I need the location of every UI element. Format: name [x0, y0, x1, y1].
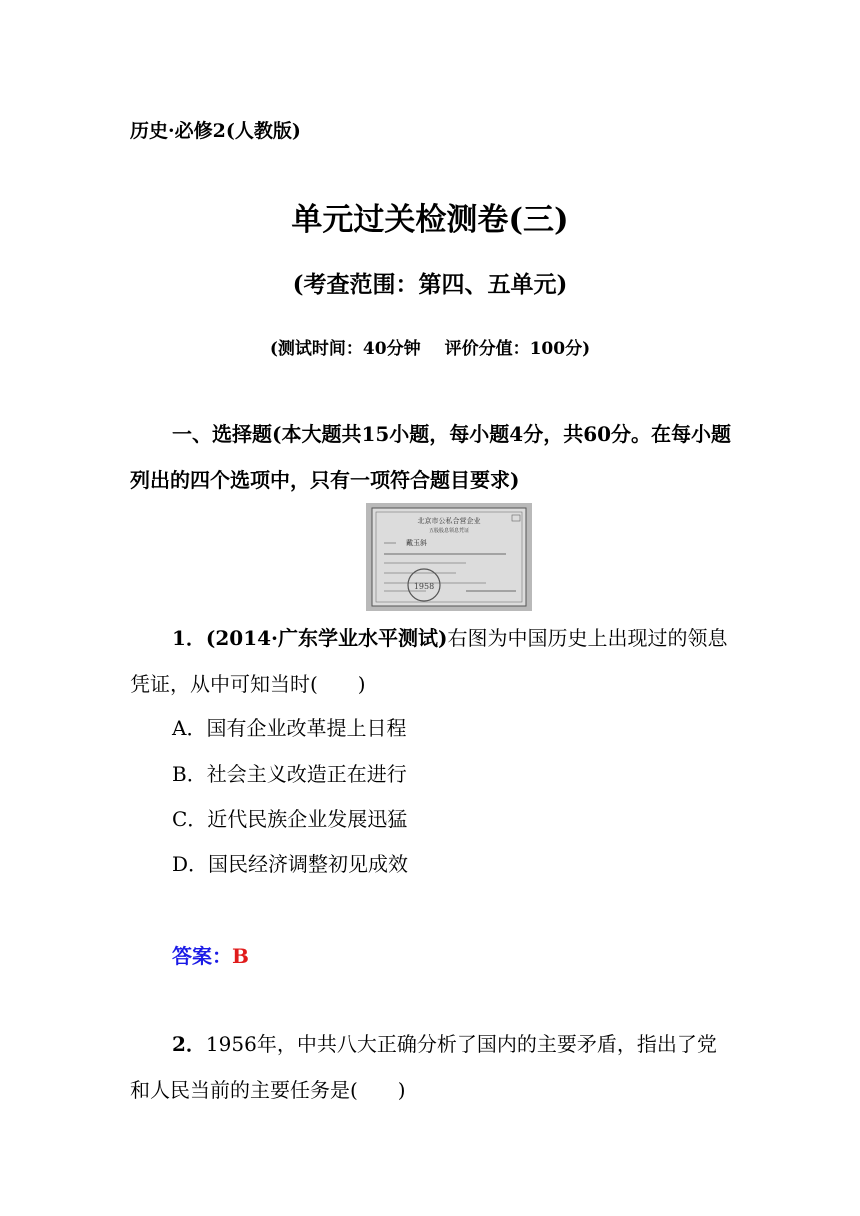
page-subtitle: (考查范围：第四、五单元) [292, 271, 568, 298]
section-title: 一、选择题 [172, 422, 272, 446]
page-title: 单元过关检测卷(三) [291, 202, 569, 238]
answer-label: 答案： [172, 944, 232, 968]
q1-number: 1． [172, 626, 206, 650]
q2-number: 2． [172, 1032, 206, 1056]
receipt-line1: 北京市公私合营企业 [417, 517, 481, 525]
answer-value: B [232, 944, 249, 968]
test-meta [0, 334, 860, 359]
test-score: 评价分值：100分) [444, 339, 591, 359]
q2-text: 1956年，中共八大正确分析了国内的主要矛盾，指出了党和人民当前的主要任务是( ) [130, 1032, 717, 1102]
q1-text: 右图为中国历史上出现过的领息凭证，从中可知当时( ) [130, 626, 728, 696]
q1-source: (2014·广东学业水平测试) [205, 626, 448, 650]
section-heading [130, 411, 734, 503]
page-header: 历史·必修2(人教版) [130, 120, 301, 142]
q1-option-d: D．国民经济调整初见成效 [172, 852, 409, 876]
receipt-stamp: 1958 [413, 582, 435, 591]
q1-answer [172, 940, 249, 969]
q1-option-b: B．社会主义改造正在进行 [172, 762, 407, 786]
q1-option-a: A．国有企业改革提上日程 [172, 716, 407, 740]
question-1 [130, 615, 734, 707]
question-2 [130, 1021, 734, 1113]
receipt-line2: 五股股息领息凭证 [428, 528, 470, 534]
section-desc: (本大题共15小题，每小题4分，共60分。在每小题列出的四个选项中，只有一项符合题目要求) [130, 422, 732, 492]
receipt-name: 戴玉斜 [406, 539, 427, 547]
receipt-image [366, 503, 532, 611]
q1-option-c: C．近代民族企业发展迅猛 [172, 807, 408, 831]
test-time: (测试时间：40分钟 [269, 339, 421, 359]
